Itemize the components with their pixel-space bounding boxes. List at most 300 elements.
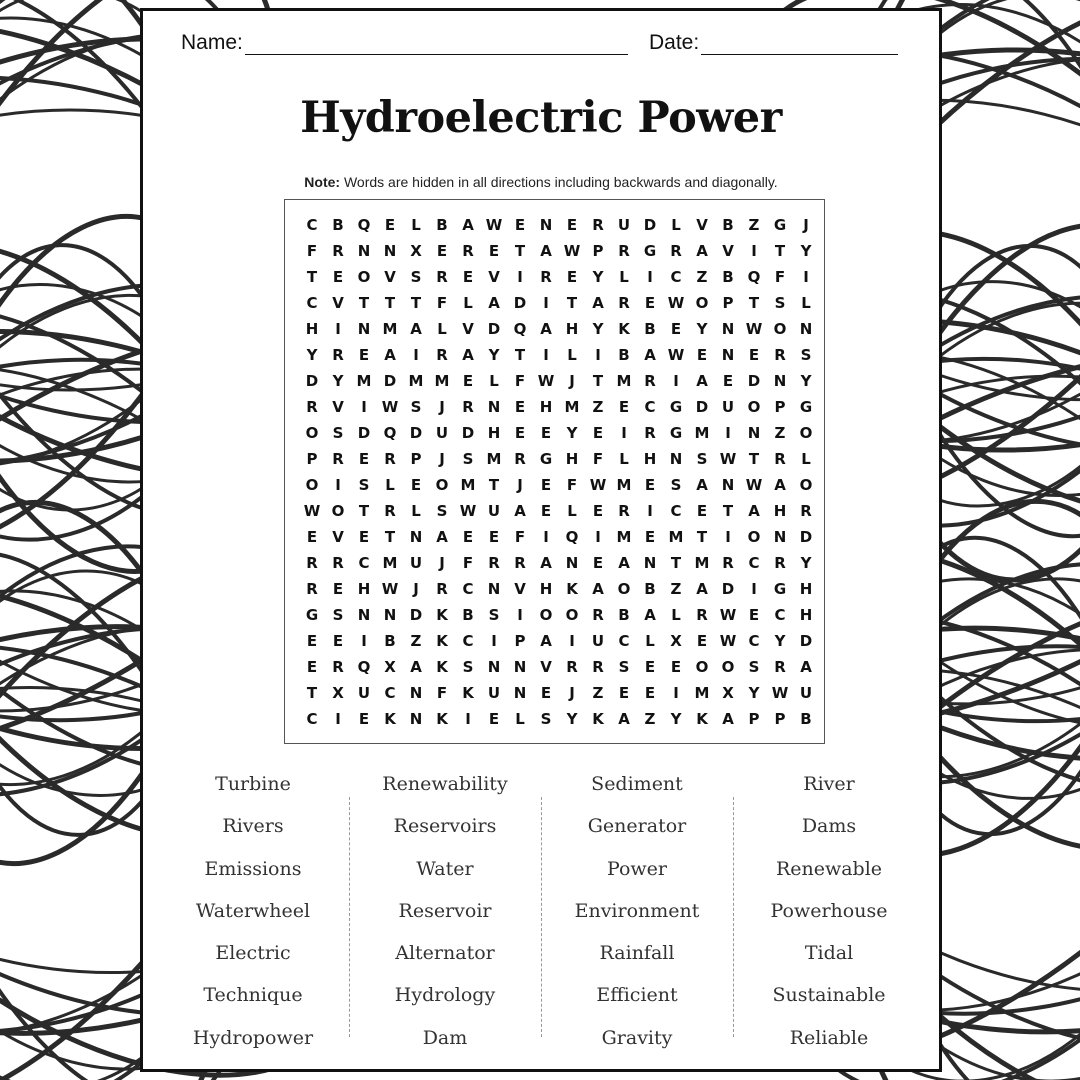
grid-letter[interactable]: E — [436, 242, 448, 260]
grid-letter[interactable]: E — [488, 528, 500, 546]
grid-letter[interactable]: Q — [565, 528, 579, 546]
grid-letter[interactable]: C — [670, 268, 682, 286]
grid-letter[interactable]: R — [618, 502, 630, 520]
grid-letter[interactable]: D — [513, 294, 527, 312]
grid-letter[interactable]: U — [487, 684, 501, 702]
grid-letter[interactable]: E — [462, 372, 474, 390]
grid-letter[interactable]: O — [305, 424, 319, 442]
grid-letter[interactable]: L — [567, 346, 577, 364]
grid-letter[interactable]: C — [618, 632, 630, 650]
grid-letter[interactable]: A — [540, 320, 552, 338]
grid-letter[interactable]: T — [748, 294, 760, 312]
grid-letter[interactable]: G — [539, 450, 553, 468]
grid-letter[interactable]: I — [361, 398, 367, 416]
grid-letter[interactable]: E — [592, 424, 604, 442]
grid-letter[interactable]: M — [460, 476, 476, 494]
grid-letter[interactable]: U — [487, 502, 501, 520]
grid-letter[interactable]: D — [721, 580, 735, 598]
grid-letter[interactable]: L — [801, 294, 811, 312]
grid-letter[interactable]: A — [410, 658, 422, 676]
grid-letter[interactable]: O — [331, 502, 345, 520]
grid-letter[interactable]: M — [616, 528, 632, 546]
grid-letter[interactable]: T — [566, 294, 578, 312]
grid-letter[interactable]: A — [748, 502, 760, 520]
grid-letter[interactable]: G — [305, 606, 319, 624]
grid-letter[interactable]: Y — [592, 320, 604, 338]
grid-letter[interactable]: Y — [800, 242, 812, 260]
grid-letter[interactable]: W — [381, 580, 399, 598]
grid-letter[interactable]: Y — [306, 346, 318, 364]
grid-letter[interactable]: E — [644, 684, 656, 702]
grid-letter[interactable]: Q — [747, 268, 761, 286]
grid-letter[interactable]: J — [569, 684, 575, 702]
grid-letter[interactable]: Y — [800, 554, 812, 572]
grid-letter[interactable]: E — [540, 684, 552, 702]
grid-letter[interactable]: B — [618, 346, 630, 364]
grid-letter[interactable]: F — [462, 554, 474, 572]
grid-letter[interactable]: C — [644, 398, 656, 416]
grid-letter[interactable]: B — [384, 632, 396, 650]
grid-letter[interactable]: E — [670, 320, 682, 338]
grid-letter[interactable]: U — [357, 684, 371, 702]
grid-letter[interactable]: L — [671, 606, 681, 624]
grid-letter[interactable]: M — [694, 424, 710, 442]
grid-letter[interactable]: R — [592, 658, 604, 676]
grid-letter[interactable]: K — [436, 632, 448, 650]
grid-letter[interactable]: E — [358, 710, 370, 728]
grid-letter[interactable]: N — [539, 216, 553, 234]
grid-letter[interactable]: K — [462, 684, 474, 702]
grid-letter[interactable]: E — [384, 216, 396, 234]
grid-letter[interactable]: T — [774, 242, 786, 260]
grid-letter[interactable]: W — [459, 502, 477, 520]
grid-letter[interactable]: R — [696, 606, 708, 624]
grid-letter[interactable]: C — [774, 606, 786, 624]
grid-letter[interactable]: E — [644, 476, 656, 494]
grid-letter[interactable]: E — [644, 528, 656, 546]
grid-letter[interactable]: A — [800, 658, 812, 676]
grid-letter[interactable]: Z — [592, 398, 604, 416]
grid-letter[interactable]: C — [462, 632, 474, 650]
grid-letter[interactable]: E — [644, 658, 656, 676]
grid-letter[interactable]: I — [543, 346, 549, 364]
grid-letter[interactable]: E — [748, 606, 760, 624]
grid-letter[interactable]: R — [592, 606, 604, 624]
grid-letter[interactable]: O — [305, 476, 319, 494]
grid-letter[interactable]: N — [409, 684, 423, 702]
grid-letter[interactable]: N — [409, 710, 423, 728]
grid-letter[interactable]: A — [722, 710, 734, 728]
grid-letter[interactable]: E — [722, 372, 734, 390]
grid-letter[interactable]: O — [747, 528, 761, 546]
grid-letter[interactable]: W — [589, 476, 607, 494]
grid-letter[interactable]: E — [514, 424, 526, 442]
grid-letter[interactable]: V — [384, 268, 396, 286]
grid-letter[interactable]: U — [435, 424, 449, 442]
grid-letter[interactable]: M — [382, 554, 398, 572]
grid-letter[interactable]: I — [647, 268, 653, 286]
grid-letter[interactable]: I — [361, 632, 367, 650]
grid-letter[interactable]: N — [721, 476, 735, 494]
grid-letter[interactable]: R — [540, 268, 552, 286]
date-line[interactable] — [701, 34, 898, 55]
grid-letter[interactable]: H — [799, 606, 813, 624]
grid-letter[interactable]: A — [592, 580, 604, 598]
grid-letter[interactable]: H — [773, 502, 787, 520]
grid-letter[interactable]: V — [696, 216, 708, 234]
grid-letter[interactable]: R — [774, 658, 786, 676]
grid-letter[interactable]: O — [721, 658, 735, 676]
grid-letter[interactable]: A — [462, 346, 474, 364]
grid-letter[interactable]: R — [436, 268, 448, 286]
grid-letter[interactable]: E — [514, 398, 526, 416]
grid-letter[interactable]: D — [695, 398, 709, 416]
grid-letter[interactable]: R — [774, 554, 786, 572]
grid-letter[interactable]: M — [434, 372, 450, 390]
grid-letter[interactable]: W — [745, 476, 763, 494]
grid-letter[interactable]: Z — [670, 580, 682, 598]
grid-letter[interactable]: E — [592, 502, 604, 520]
grid-letter[interactable]: I — [569, 632, 575, 650]
grid-letter[interactable]: B — [800, 710, 812, 728]
grid-letter[interactable]: M — [668, 528, 684, 546]
grid-letter[interactable]: A — [696, 242, 708, 260]
grid-letter[interactable]: B — [618, 606, 630, 624]
grid-letter[interactable]: B — [644, 320, 656, 338]
grid-letter[interactable]: M — [616, 476, 632, 494]
grid-letter[interactable]: S — [748, 658, 760, 676]
grid-letter[interactable]: B — [722, 268, 734, 286]
grid-letter[interactable]: I — [543, 528, 549, 546]
grid-letter[interactable]: J — [413, 580, 419, 598]
grid-letter[interactable]: I — [517, 268, 523, 286]
grid-letter[interactable]: K — [566, 580, 578, 598]
grid-letter[interactable]: E — [306, 632, 318, 650]
grid-letter[interactable]: L — [489, 372, 499, 390]
grid-letter[interactable]: O — [357, 268, 371, 286]
grid-letter[interactable]: B — [462, 606, 474, 624]
grid-letter[interactable]: L — [567, 502, 577, 520]
grid-letter[interactable]: K — [592, 710, 604, 728]
grid-letter[interactable]: F — [514, 372, 526, 390]
grid-letter[interactable]: K — [436, 606, 448, 624]
grid-letter[interactable]: R — [488, 554, 500, 572]
grid-letter[interactable]: P — [410, 450, 422, 468]
grid-letter[interactable]: Y — [592, 268, 604, 286]
grid-letter[interactable]: M — [382, 320, 398, 338]
grid-letter[interactable]: Y — [774, 632, 786, 650]
grid-letter[interactable]: N — [799, 320, 813, 338]
grid-letter[interactable]: U — [799, 684, 813, 702]
grid-letter[interactable]: P — [774, 398, 786, 416]
grid-letter[interactable]: E — [358, 346, 370, 364]
grid-letter[interactable]: W — [719, 450, 737, 468]
grid-letter[interactable]: A — [410, 320, 422, 338]
grid-letter[interactable]: O — [747, 398, 761, 416]
grid-letter[interactable]: F — [774, 268, 786, 286]
grid-letter[interactable]: I — [751, 580, 757, 598]
grid-letter[interactable]: A — [696, 476, 708, 494]
grid-letter[interactable]: E — [618, 684, 630, 702]
grid-letter[interactable]: G — [669, 424, 683, 442]
grid-letter[interactable]: N — [747, 424, 761, 442]
grid-letter[interactable]: P — [514, 632, 526, 650]
grid-letter[interactable]: T — [592, 372, 604, 390]
grid-letter[interactable]: S — [618, 658, 630, 676]
grid-letter[interactable]: N — [357, 320, 371, 338]
grid-letter[interactable]: L — [801, 450, 811, 468]
grid-letter[interactable]: A — [618, 554, 630, 572]
grid-letter[interactable]: B — [436, 216, 448, 234]
grid-letter[interactable]: I — [413, 346, 419, 364]
grid-letter[interactable]: V — [332, 398, 344, 416]
grid-letter[interactable]: I — [595, 346, 601, 364]
grid-letter[interactable]: Y — [566, 424, 578, 442]
grid-letter[interactable]: O — [617, 580, 631, 598]
grid-letter[interactable]: E — [488, 242, 500, 260]
grid-letter[interactable]: M — [408, 372, 424, 390]
grid-letter[interactable]: A — [436, 528, 448, 546]
grid-letter[interactable]: Z — [410, 632, 422, 650]
grid-letter[interactable]: M — [694, 554, 710, 572]
grid-letter[interactable]: E — [696, 632, 708, 650]
grid-letter[interactable]: H — [565, 450, 579, 468]
grid-letter[interactable]: N — [357, 606, 371, 624]
grid-letter[interactable]: N — [721, 346, 735, 364]
grid-letter[interactable]: Z — [774, 424, 786, 442]
grid-letter[interactable]: Y — [488, 346, 500, 364]
grid-letter[interactable]: H — [565, 320, 579, 338]
grid-letter[interactable]: Y — [332, 372, 344, 390]
grid-letter[interactable]: Y — [670, 710, 682, 728]
grid-letter[interactable]: E — [592, 554, 604, 572]
grid-letter[interactable]: D — [799, 632, 813, 650]
grid-letter[interactable]: N — [357, 242, 371, 260]
grid-letter[interactable]: R — [514, 554, 526, 572]
grid-letter[interactable]: T — [722, 502, 734, 520]
grid-letter[interactable]: C — [358, 554, 370, 572]
grid-letter[interactable]: R — [774, 450, 786, 468]
grid-letter[interactable]: E — [644, 294, 656, 312]
grid-letter[interactable]: W — [667, 294, 685, 312]
grid-letter[interactable]: O — [695, 294, 709, 312]
grid-letter[interactable]: E — [306, 528, 318, 546]
grid-letter[interactable]: V — [514, 580, 526, 598]
grid-letter[interactable]: E — [410, 476, 422, 494]
grid-letter[interactable]: S — [696, 450, 708, 468]
grid-letter[interactable]: X — [410, 242, 422, 260]
grid-letter[interactable]: I — [595, 528, 601, 546]
grid-letter[interactable]: W — [771, 684, 789, 702]
grid-letter[interactable]: G — [643, 242, 657, 260]
grid-letter[interactable]: J — [517, 476, 523, 494]
grid-letter[interactable]: C — [384, 684, 396, 702]
grid-letter[interactable]: G — [799, 398, 813, 416]
grid-letter[interactable]: H — [357, 580, 371, 598]
grid-letter[interactable]: Z — [644, 710, 656, 728]
grid-letter[interactable]: X — [670, 632, 682, 650]
grid-letter[interactable]: D — [357, 424, 371, 442]
grid-letter[interactable]: E — [306, 658, 318, 676]
grid-letter[interactable]: J — [569, 372, 575, 390]
grid-letter[interactable]: R — [644, 372, 656, 390]
grid-letter[interactable]: E — [488, 710, 500, 728]
grid-letter[interactable]: E — [566, 216, 578, 234]
grid-letter[interactable]: H — [305, 320, 319, 338]
grid-letter[interactable]: Q — [513, 320, 527, 338]
grid-letter[interactable]: W — [381, 398, 399, 416]
grid-letter[interactable]: N — [383, 606, 397, 624]
grid-letter[interactable]: W — [667, 346, 685, 364]
grid-letter[interactable]: N — [487, 658, 501, 676]
grid-letter[interactable]: T — [488, 476, 500, 494]
grid-letter[interactable]: F — [436, 684, 448, 702]
grid-letter[interactable]: C — [748, 632, 760, 650]
grid-letter[interactable]: G — [773, 580, 787, 598]
grid-letter[interactable]: K — [696, 710, 708, 728]
grid-letter[interactable]: K — [436, 658, 448, 676]
grid-letter[interactable]: A — [618, 710, 630, 728]
grid-letter[interactable]: E — [748, 346, 760, 364]
grid-letter[interactable]: N — [773, 528, 787, 546]
grid-letter[interactable]: Y — [566, 710, 578, 728]
grid-letter[interactable]: B — [722, 216, 734, 234]
grid-letter[interactable]: B — [644, 580, 656, 598]
grid-letter[interactable]: F — [592, 450, 604, 468]
grid-letter[interactable]: J — [439, 398, 445, 416]
grid-letter[interactable]: A — [644, 346, 656, 364]
grid-letter[interactable]: K — [436, 710, 448, 728]
grid-letter[interactable]: P — [774, 710, 786, 728]
grid-letter[interactable]: R — [592, 216, 604, 234]
grid-letter[interactable]: V — [332, 528, 344, 546]
grid-letter[interactable]: W — [745, 320, 763, 338]
grid-letter[interactable]: N — [409, 528, 423, 546]
grid-letter[interactable]: E — [332, 580, 344, 598]
grid-letter[interactable]: S — [670, 476, 682, 494]
grid-letter[interactable]: L — [619, 450, 629, 468]
grid-letter[interactable]: Q — [357, 658, 371, 676]
grid-letter[interactable]: Q — [357, 216, 371, 234]
grid-letter[interactable]: O — [799, 476, 813, 494]
grid-letter[interactable]: A — [540, 632, 552, 650]
grid-letter[interactable]: F — [306, 242, 318, 260]
grid-letter[interactable]: H — [643, 450, 657, 468]
grid-letter[interactable]: E — [358, 450, 370, 468]
grid-letter[interactable]: O — [435, 476, 449, 494]
grid-letter[interactable]: R — [644, 424, 656, 442]
grid-letter[interactable]: E — [332, 268, 344, 286]
grid-letter[interactable]: W — [719, 632, 737, 650]
grid-letter[interactable]: R — [306, 398, 318, 416]
grid-letter[interactable]: W — [303, 502, 321, 520]
grid-letter[interactable]: E — [566, 268, 578, 286]
grid-letter[interactable]: R — [436, 580, 448, 598]
grid-letter[interactable]: S — [332, 606, 344, 624]
grid-letter[interactable]: E — [540, 476, 552, 494]
grid-letter[interactable]: R — [332, 554, 344, 572]
grid-letter[interactable]: M — [694, 684, 710, 702]
grid-letter[interactable]: A — [644, 606, 656, 624]
grid-letter[interactable]: V — [722, 242, 734, 260]
grid-letter[interactable]: W — [537, 372, 555, 390]
name-line[interactable] — [245, 34, 628, 55]
grid-letter[interactable]: I — [517, 606, 523, 624]
grid-letter[interactable]: S — [774, 294, 786, 312]
grid-letter[interactable]: R — [384, 450, 396, 468]
grid-letter[interactable]: U — [409, 554, 423, 572]
grid-letter[interactable]: S — [410, 268, 422, 286]
grid-letter[interactable]: N — [565, 554, 579, 572]
grid-letter[interactable]: R — [384, 502, 396, 520]
grid-letter[interactable]: I — [673, 372, 679, 390]
grid-letter[interactable]: H — [539, 398, 553, 416]
grid-letter[interactable]: J — [439, 554, 445, 572]
grid-letter[interactable]: U — [591, 632, 605, 650]
grid-letter[interactable]: X — [332, 684, 344, 702]
grid-letter[interactable]: A — [696, 580, 708, 598]
grid-letter[interactable]: W — [485, 216, 503, 234]
grid-letter[interactable]: I — [543, 294, 549, 312]
grid-letter[interactable]: T — [670, 554, 682, 572]
grid-letter[interactable]: D — [383, 372, 397, 390]
grid-letter[interactable]: E — [540, 424, 552, 442]
grid-letter[interactable]: G — [773, 216, 787, 234]
grid-letter[interactable]: S — [488, 606, 500, 624]
grid-letter[interactable]: V — [462, 320, 474, 338]
grid-letter[interactable]: N — [643, 554, 657, 572]
grid-letter[interactable]: R — [618, 294, 630, 312]
grid-letter[interactable]: V — [540, 658, 552, 676]
grid-letter[interactable]: R — [722, 554, 734, 572]
grid-letter[interactable]: Z — [696, 268, 708, 286]
grid-letter[interactable]: Z — [592, 684, 604, 702]
grid-letter[interactable]: R — [332, 346, 344, 364]
grid-letter[interactable]: R — [462, 242, 474, 260]
grid-letter[interactable]: M — [356, 372, 372, 390]
grid-letter[interactable]: G — [669, 398, 683, 416]
grid-letter[interactable]: N — [773, 372, 787, 390]
grid-letter[interactable]: L — [437, 320, 447, 338]
word-search-grid[interactable] — [299, 212, 819, 732]
grid-letter[interactable]: O — [799, 424, 813, 442]
grid-letter[interactable]: I — [335, 710, 341, 728]
grid-letter[interactable]: A — [384, 346, 396, 364]
grid-letter[interactable]: D — [409, 424, 423, 442]
grid-letter[interactable]: Y — [800, 372, 812, 390]
grid-letter[interactable]: Q — [383, 424, 397, 442]
grid-letter[interactable]: I — [465, 710, 471, 728]
grid-letter[interactable]: K — [384, 710, 396, 728]
grid-letter[interactable]: U — [617, 216, 631, 234]
grid-letter[interactable]: T — [358, 294, 370, 312]
grid-letter[interactable]: R — [306, 580, 318, 598]
grid-letter[interactable]: I — [491, 632, 497, 650]
name-field[interactable] — [181, 31, 628, 55]
grid-letter[interactable]: E — [514, 216, 526, 234]
grid-letter[interactable]: I — [621, 424, 627, 442]
grid-letter[interactable]: M — [616, 372, 632, 390]
grid-letter[interactable]: I — [725, 424, 731, 442]
grid-letter[interactable]: A — [462, 216, 474, 234]
grid-letter[interactable]: E — [462, 528, 474, 546]
grid-letter[interactable]: C — [670, 502, 682, 520]
grid-letter[interactable]: R — [670, 242, 682, 260]
grid-letter[interactable]: E — [540, 502, 552, 520]
grid-letter[interactable]: R — [436, 346, 448, 364]
grid-letter[interactable]: B — [332, 216, 344, 234]
grid-letter[interactable]: J — [803, 216, 809, 234]
